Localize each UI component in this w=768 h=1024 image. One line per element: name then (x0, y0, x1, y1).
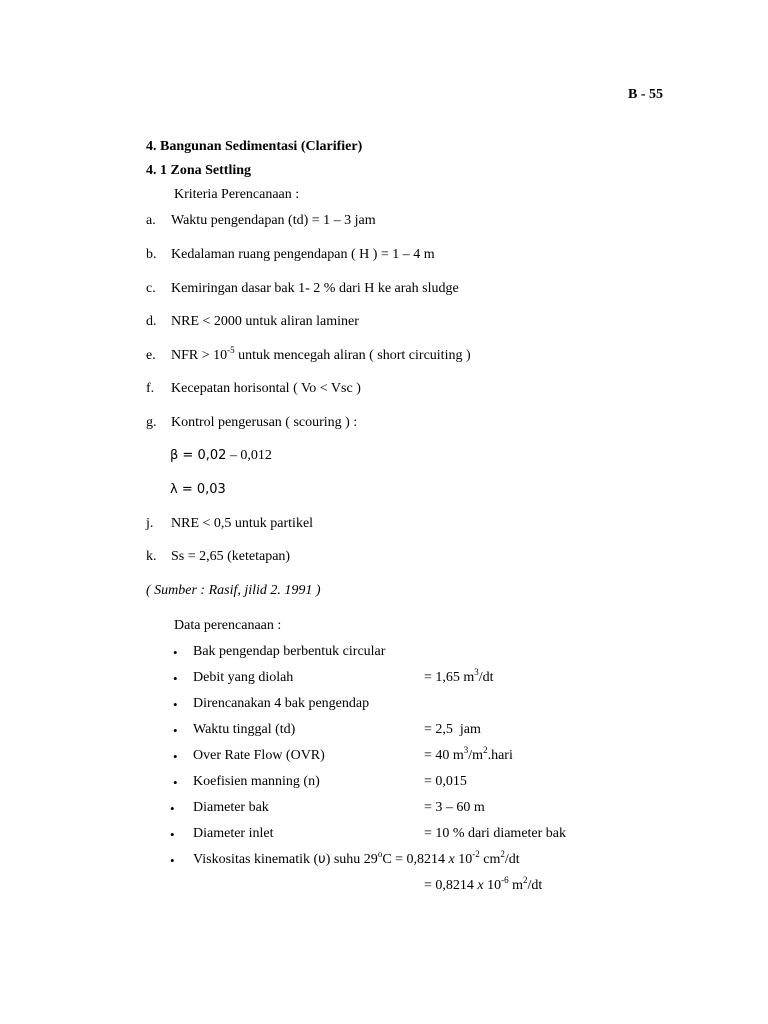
list-marker: b. (146, 247, 157, 262)
source-citation: ( Sumber : Rasif, jilid 2. 1991 ) (146, 583, 321, 598)
value-text: = 1,65 m (424, 670, 475, 685)
kriteria-item-k (146, 550, 290, 564)
viscosity-line-2 (424, 875, 543, 893)
data-label: Bak pengendap berbentuk circular (193, 644, 386, 659)
lambda-formula (170, 483, 226, 497)
viscosity-line (193, 849, 520, 867)
data-value (424, 745, 513, 763)
beta-formula (170, 449, 272, 463)
value-unit: /m (468, 748, 484, 763)
list-marker: f. (146, 381, 155, 396)
bullet-icon: • (173, 723, 178, 738)
list-item-text: Kontrol pengerusan ( scouring ) : (171, 415, 358, 430)
viscosity-value: C = 0,8214 (382, 852, 449, 867)
kriteria-item-j (146, 517, 313, 531)
list-marker: c. (146, 281, 156, 296)
kriteria-item-c (146, 282, 459, 296)
list-item-text: NRE < 0,5 untuk partikel (171, 516, 314, 531)
kriteria-item-f (146, 382, 361, 396)
kriteria-item-e (146, 345, 471, 363)
beta-range: – 0,012 (226, 448, 272, 463)
base-ten: 10 (483, 878, 502, 893)
exponent: -5 (227, 345, 235, 355)
bullet-icon: • (173, 645, 178, 660)
list-item-text-tail: untuk mencegah aliran ( short circuiting ) (234, 348, 471, 363)
times-sign: x (477, 878, 484, 893)
page-number: B - 55 (628, 87, 663, 102)
data-value: = 10 % dari diameter bak (424, 826, 567, 841)
kriteria-item-a (146, 214, 376, 228)
beta-value: 0,02 (197, 448, 227, 463)
exponent: 3 (463, 745, 469, 755)
list-item-text: Kedalaman ruang pengendapan ( H ) = 1 – 4 m (171, 247, 435, 262)
data-label: Diameter bak (193, 800, 269, 815)
list-marker: g. (146, 415, 157, 430)
value-unit: cm (479, 852, 501, 867)
list-item-text: Ss = 2,65 (ketetapan) (171, 549, 291, 564)
section-heading: 4. Bangunan Sedimentasi (Clarifier) (146, 139, 363, 154)
viscosity-label: ) suhu 29 (325, 852, 378, 867)
list-item-text: Kemiringan dasar bak 1- 2 % dari H ke arah sludge (171, 281, 459, 296)
list-item-text: Waktu pengendapan (td) = 1 – 3 jam (171, 213, 376, 228)
list-marker: e. (146, 348, 156, 363)
bullet-icon: • (173, 697, 178, 712)
exponent: -6 (501, 875, 509, 885)
list-marker: k. (146, 549, 157, 564)
data-value: = 0,015 (424, 774, 467, 789)
list-item-text: NFR > 10 (171, 348, 228, 363)
exponent: 3 (474, 667, 479, 677)
bullet-icon: • (170, 827, 175, 842)
data-label: Waktu tinggal (td) (193, 722, 296, 737)
nu-symbol: υ (318, 852, 326, 867)
beta-symbol: β (170, 448, 179, 463)
equals-sign: = (177, 482, 197, 497)
value-unit: m (508, 878, 524, 893)
degree-sup: o (377, 849, 383, 859)
subsection-heading: 4. 1 Zona Settling (146, 163, 252, 178)
bullet-icon: • (173, 671, 178, 686)
list-marker: d. (146, 314, 157, 329)
bullet-icon: • (170, 801, 175, 816)
data-label: Direncanakan 4 bak pengendap (193, 696, 370, 711)
list-marker: j. (146, 516, 154, 531)
lambda-value: 0,03 (196, 482, 226, 497)
value-text: = 40 m (424, 748, 464, 763)
lambda-symbol: λ (170, 482, 178, 497)
bullet-icon: • (170, 853, 175, 868)
exponent: 2 (523, 875, 528, 885)
exponent: 2 (483, 745, 488, 755)
list-marker: a. (146, 213, 156, 228)
data-value (424, 667, 494, 685)
data-value: = 3 – 60 m (424, 800, 485, 815)
data-title: Data perencanaan : (174, 618, 282, 633)
bullet-icon: • (173, 775, 178, 790)
equals-sign: = (178, 448, 198, 463)
list-item-text: NRE < 2000 untuk aliran laminer (171, 314, 359, 329)
list-item-text: Kecepatan horisontal ( Vo < Vsc ) (171, 381, 361, 396)
data-label: Koefisien manning (n) (193, 774, 320, 789)
kriteria-item-d (146, 315, 359, 329)
value-text: = 0,8214 (424, 878, 478, 893)
data-label: Over Rate Flow (OVR) (193, 748, 325, 763)
exponent: 2 (500, 849, 505, 859)
value-unit: /dt (478, 670, 494, 685)
viscosity-label: Viskositas kinematik ( (193, 852, 319, 867)
data-value: = 2,5 jam (424, 722, 481, 737)
base-ten: 10 (454, 852, 473, 867)
value-unit: .hari (487, 748, 513, 763)
value-unit: /dt (527, 878, 543, 893)
value-unit: /dt (504, 852, 520, 867)
exponent: -2 (472, 849, 480, 859)
times-sign: x (448, 852, 455, 867)
kriteria-item-g (146, 416, 357, 430)
bullet-icon: • (173, 749, 178, 764)
kriteria-item-b (146, 248, 435, 262)
data-label: Debit yang diolah (193, 670, 294, 685)
data-label: Diameter inlet (193, 826, 274, 841)
kriteria-title: Kriteria Perencanaan : (174, 187, 300, 202)
